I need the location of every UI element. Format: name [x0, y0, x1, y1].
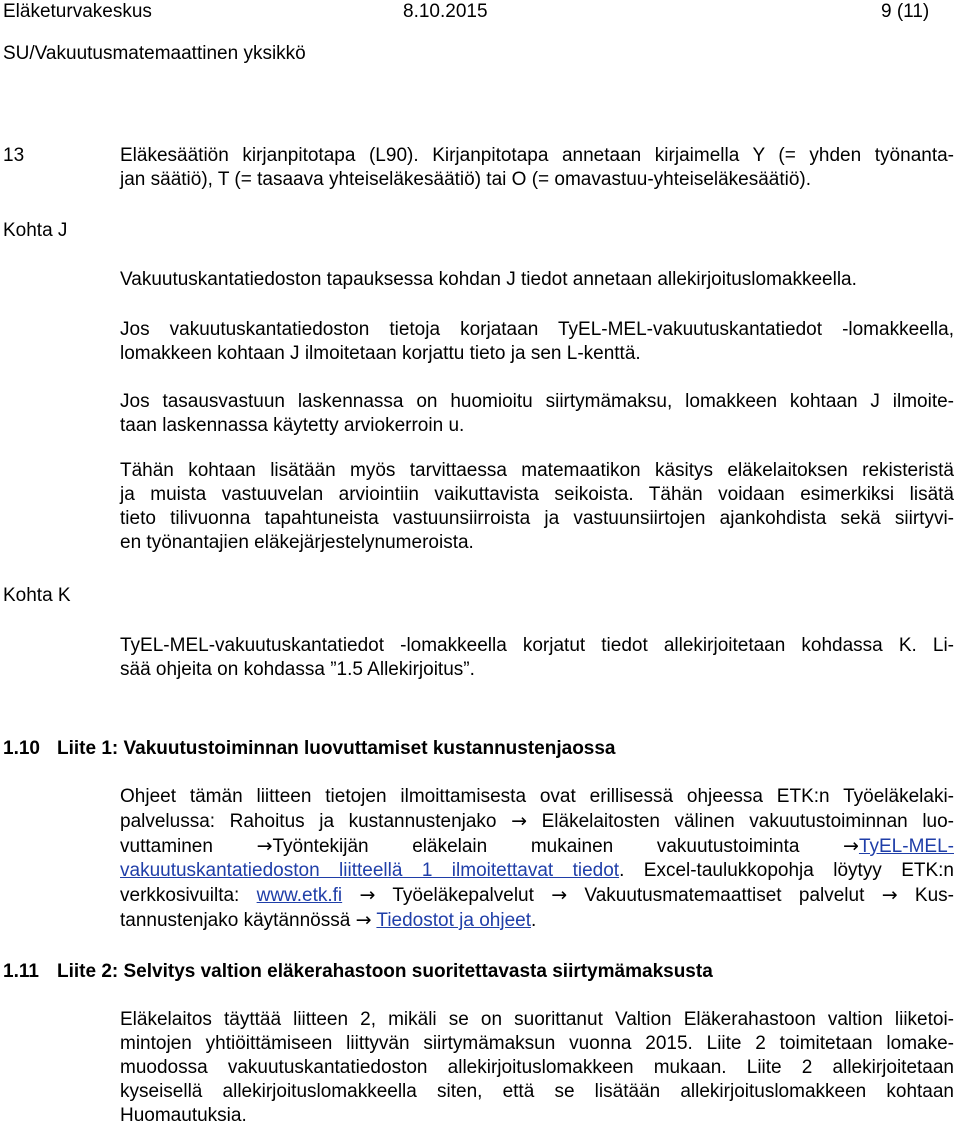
section-label-kohta-k: Kohta K: [3, 585, 71, 606]
header-org: Eläketurvakeskus: [3, 1, 152, 22]
text-line: tieto tilivuonna tapahtuneista vastuunsiirroista ja vastuunsiirtojen ajankohdista sekä siirtyvi-: [120, 508, 954, 529]
section-heading: Liite 1: Vakuutustoiminnan luovuttamiset kustannustenjaossa: [57, 738, 616, 759]
text-line: Tähän kohtaan lisätään myös tarvittaessa matemaatikon käsitys eläkelaitoksen rekisteristä: [120, 460, 954, 481]
text-run: .: [530, 910, 537, 931]
text-line: sää ohjeita on kohdassa ”1.5 Allekirjoitus”.: [120, 659, 475, 680]
section-1-11-paragraph: [120, 1008, 954, 1128]
text-line: ja muista vastuuvelan arviointiin vaikuttavista seikoista. Tähän voidaan esimerkiksi lisätä: [120, 484, 954, 505]
text-line: en työnantajien eläkejärjestelynumeroista.: [120, 532, 474, 553]
text-run: Vakuutusmatemaattiset palvelut: [567, 885, 882, 906]
text-line: Ohjeet tämän liitteen tietojen ilmoittamisesta ovat erillisessä ohjeessa ETK:n Työeläkelaki-: [120, 786, 954, 807]
arrow-icon: →: [359, 884, 376, 906]
text-run: vuttaminen: [120, 836, 257, 857]
text-line: mintojen yhtiöittämiseen liittyvän siirtymämaksun vuonna 2015. Liite 2 toimitetaan lomake-: [120, 1033, 954, 1054]
text-run: verkkosivuilta:: [120, 885, 257, 906]
text-run: Kus-: [897, 885, 954, 906]
link-etk-website[interactable]: www.etk.fi: [256, 885, 343, 906]
text-run: tannustenjako käytännössä: [120, 910, 356, 931]
section-number: 1.10: [3, 738, 40, 759]
text-line: [120, 883, 954, 908]
text-line: Jos tasausvastuun laskennassa on huomioitu siirtymämaksu, lomakkeen kohtaan J ilmoite-: [120, 391, 954, 412]
text-line: Eläkesäätiön kirjanpitotapa (L90). Kirjanpitotapa annetaan kirjaimella Y (= yhden työnanta-: [120, 145, 954, 166]
text-line: [120, 908, 954, 933]
link-tiedostot-ja-ohjeet[interactable]: Tiedostot ja ohjeet: [376, 910, 531, 931]
text-line: kyseisellä allekirjoituslomakkeella siten, että se lisätään allekirjoituslomakkeen kohtaan: [120, 1081, 954, 1102]
text-run: Eläkelaitosten välinen vakuutustoiminnan luo-: [527, 811, 954, 832]
arrow-icon: →: [256, 835, 273, 857]
kohta-k-paragraph: [120, 634, 954, 682]
kohta-j-paragraph-1: [120, 268, 954, 292]
text-line: jan säätiö), T (= tasaava yhteiseläkesäätiö) tai O (= omavastuu-yhteiseläkesäätiö).: [120, 169, 812, 190]
section-heading: Liite 2: Selvitys valtion eläkerahastoon suoritettavasta siirtymämaksusta: [57, 961, 713, 982]
text-run: [342, 885, 359, 906]
text-line: Huomautuksia.: [120, 1105, 247, 1126]
arrow-icon: →: [511, 810, 528, 832]
kohta-j-paragraph-2: [120, 318, 954, 366]
item-13-text: [120, 144, 954, 192]
kohta-j-paragraph-3: [120, 390, 954, 438]
arrow-icon: →: [551, 884, 568, 906]
link-tyel-mel-liite-1-continued[interactable]: vakuutuskantatiedoston liitteellä 1 ilmoitettavat tiedot: [120, 860, 620, 881]
item-number: 13: [3, 145, 25, 166]
text-run: Työntekijän eläkelain mukainen vakuutustoiminta: [272, 836, 844, 857]
text-line: Eläkelaitos täyttää liitteen 2, mikäli se on suorittanut Valtion Eläkerahastoon valtion liiketoi-: [120, 1009, 954, 1030]
header-date: 8.10.2015: [403, 1, 488, 22]
text-line: taan laskennassa käytetty arviokerroin u.: [120, 415, 465, 436]
arrow-icon: →: [881, 884, 898, 906]
text-line: lomakkeen kohtaan J ilmoitetaan korjattu tieto ja sen L-kenttä.: [120, 343, 641, 364]
text-line: Jos vakuutuskantatiedoston tietoja korjataan TyEL-MEL-vakuutuskantatiedot -lomakkeella,: [120, 319, 954, 340]
text-line: Vakuutuskantatiedoston tapauksessa kohdan J tiedot annetaan allekirjoituslomakkeella.: [120, 269, 857, 290]
section-1-10-paragraph: [120, 785, 954, 933]
kohta-j-paragraph-4: [120, 459, 954, 555]
header-unit: SU/Vakuutusmatemaattinen yksikkö: [3, 43, 306, 64]
arrow-icon: →: [355, 909, 372, 931]
text-run: palvelussa: Rahoitus ja kustannustenjako: [120, 811, 512, 832]
text-run: . Excel-taulukkopohja löytyy ETK:n: [619, 860, 954, 881]
section-label-kohta-j: Kohta J: [3, 220, 68, 241]
text-run: Työeläkepalvelut: [375, 885, 552, 906]
header-page-number: 9 (11): [881, 1, 930, 22]
text-line: [120, 859, 954, 883]
arrow-icon: →: [843, 835, 859, 857]
link-tyel-mel-liite-1[interactable]: TyEL-MEL-: [858, 836, 954, 857]
text-line: muodossa vakuutuskantatiedoston allekirjoituslomakkeen mukaan. Liite 2 allekirjoitetaan: [120, 1057, 954, 1078]
text-line: [120, 809, 954, 834]
section-number: 1.11: [3, 961, 39, 982]
text-line: [120, 834, 954, 859]
text-line: TyEL-MEL-vakuutuskantatiedot -lomakkeella korjatut tiedot allekirjoitetaan kohdassa K. Li-: [120, 635, 954, 656]
